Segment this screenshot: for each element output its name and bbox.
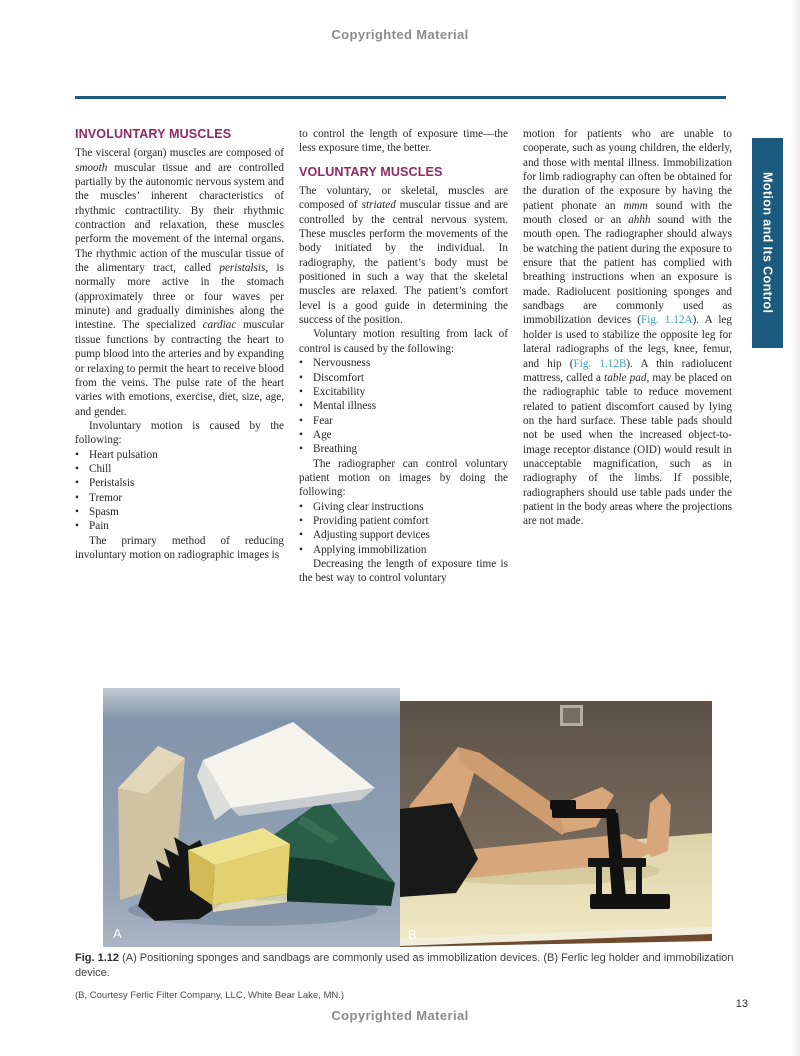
bullet-list-item-label: Breathing xyxy=(313,443,358,456)
page-number: 13 xyxy=(735,998,748,1010)
bullet-list-item-label: Heart pulsation xyxy=(89,448,158,461)
bullet-list-item-label: Peristalsis xyxy=(89,477,135,490)
bullet-list-item-label: Providing patient comfort xyxy=(313,514,429,527)
italic-term: table pad xyxy=(604,371,647,384)
photo-a-label: A xyxy=(113,926,122,941)
chapter-side-tab xyxy=(752,138,783,348)
bullet-list-item-label: Mental illness xyxy=(313,400,377,413)
paragraph: The visceral (organ) muscles are composed of smooth muscular tissue and are controlled partially by the autonomic nervous system and the muscles’ inherent characteristics of rhythmic contractility. By their rhythmic contraction and relaxation, these muscles perform the movement of the internal organs. The rhythmic action of the muscular tissue of the alimentary tract, called peristalsis, is normally more active in the stomach (approximately three or four waves per minute) and gradually diminishes along the intestine. The specialized cardiac muscular tissue functions by contracting the heart to pump blood into the arteries and by expanding or relaxing to permit the heart to receive blood from the veins. The pulse rate of the heart varies with emotions, exercise, diet, size, age, and gender. xyxy=(75,147,284,418)
bullet-list-item-label: Adjusting support devices xyxy=(313,529,430,542)
bullet-icon: • xyxy=(75,462,79,475)
paragraph: to control the length of exposure time—the less exposure time, the better. xyxy=(299,128,508,155)
bullet-list-item-label: Giving clear instructions xyxy=(313,500,424,513)
bullet-icon: • xyxy=(75,448,79,461)
italic-term: peristalsis xyxy=(219,262,266,275)
bullet-icon: • xyxy=(299,443,303,456)
paragraph: Involuntary motion is caused by the following: xyxy=(75,419,284,447)
bullet-icon: • xyxy=(299,385,303,398)
footer-copyright-text: Copyrighted Material xyxy=(331,1008,469,1023)
bullet-list-item xyxy=(299,385,508,399)
bullet-list-item xyxy=(299,543,508,557)
bullet-list-item xyxy=(299,442,508,456)
leg-holder-rail-right xyxy=(636,865,642,897)
bullet-list-item xyxy=(299,356,508,370)
bullet-icon: • xyxy=(75,520,79,533)
bullet-list-item-label: Spasm xyxy=(89,505,119,518)
bullet-icon: • xyxy=(299,500,303,513)
paragraph: The radiographer can control voluntary patient motion on images by doing the following: xyxy=(299,457,508,499)
bullet-list-item-label: Discomfort xyxy=(313,371,364,384)
bullet-icon: • xyxy=(299,514,303,527)
bullet-list-item-label: Pain xyxy=(89,520,109,533)
bullet-list-item-label: Chill xyxy=(89,462,112,475)
paragraph: Decreasing the length of exposure time is the best way to control voluntary xyxy=(299,557,508,585)
text-columns xyxy=(75,127,732,586)
header-rule xyxy=(75,96,726,99)
bullet-list-item xyxy=(75,491,284,505)
figure-caption-number: Fig. 1.12 xyxy=(75,952,120,964)
figure-caption-text: (A) Positioning sponges and sandbags are commonly used as immobilization devices. (B) Ferlic leg holder and immobilization device. xyxy=(75,952,734,979)
figure-cross-reference[interactable]: Fig. 1.12B xyxy=(573,357,627,370)
figure-photo-b-leg-holder xyxy=(400,701,712,947)
bullet-list-item-label: Fear xyxy=(313,414,333,427)
bullet-list-voluntary-causes xyxy=(299,356,508,456)
leg-holder-base-plate xyxy=(590,894,670,909)
leg-holder-clamp xyxy=(550,800,576,810)
bullet-list-item xyxy=(299,414,508,428)
bullet-list-item xyxy=(75,476,284,490)
bullet-list-item-label: Nervousness xyxy=(313,357,371,370)
bullet-list-involuntary-causes xyxy=(75,448,284,534)
paragraph: Voluntary motion resulting from lack of control is caused by the following: xyxy=(299,328,508,355)
bullet-icon: • xyxy=(299,543,303,556)
italic-term: smooth xyxy=(75,161,108,174)
paragraph: motion for patients who are unable to cooperate, such as young children, the elderly, and those with mental illness. Immobilization for limb radiography can often be obtained for the duration of the exposure by having the patient phonate an mmm sound with the mouth closed or an ahhh sound with the mouth open. The radiographer should always be watching the patient during the exposure to ensure that the patient has complied with breathing instructions when an exposure is made. Radiolucent positioning sponges and sandbags are commonly used as immobilization devices (Fig. 1.12A). A leg holder is used to stabilize the opposite leg for lateral radiographs of the legs, knee, femur, and hip (Fig. 1.12B). A thin radiolucent mattress, called a table pad, may be placed on the radiographic table to reduce movement related to patient discomfort caused by lying on the hard surface. These table pads should not be used when the increased object-to-image receptor distance (OID) would result in unacceptable magnification, such as in radiography of the limbs. If possible, radiographers should use table pads under the patient in the body areas where the projections are not made. xyxy=(523,128,732,528)
section-heading-voluntary-muscles: VOLUNTARY MUSCLES xyxy=(299,164,443,179)
bullet-icon: • xyxy=(299,414,303,427)
photo-b-label: B xyxy=(408,927,417,942)
bullet-list-item xyxy=(75,462,284,476)
bullet-list-item xyxy=(299,428,508,442)
bullet-icon: • xyxy=(75,491,79,504)
italic-term: ahhh xyxy=(628,214,651,227)
figure-credit-line: (B, Courtesy Ferlic Filter Company, LLC, White Bear Lake, MN.) xyxy=(75,990,345,1001)
bullet-list-item xyxy=(299,371,508,385)
bullet-icon: • xyxy=(299,357,303,370)
figure-cross-reference[interactable]: Fig. 1.12A xyxy=(641,314,693,327)
figure-caption xyxy=(75,951,737,980)
bullet-icon: • xyxy=(299,428,303,441)
bullet-icon: • xyxy=(75,505,79,518)
section-heading-involuntary-muscles: INVOLUNTARY MUSCLES xyxy=(75,127,232,141)
bullet-icon: • xyxy=(299,371,303,384)
column-1 xyxy=(75,127,284,586)
paragraph: The primary method of reducing involuntary motion on radiographic images is xyxy=(75,534,284,561)
column-3 xyxy=(523,127,732,586)
wall-outlet-inner xyxy=(563,708,580,723)
header-copyright-text: Copyrighted Material xyxy=(331,27,469,42)
bullet-icon: • xyxy=(75,477,79,490)
bullet-list-item-label: Excitability xyxy=(313,385,366,398)
bullet-list-item xyxy=(75,448,284,462)
bullet-list-item-label: Tremor xyxy=(89,491,123,504)
bullet-list-item xyxy=(299,528,508,542)
italic-term: cardiac xyxy=(202,319,237,332)
bullet-list-item-label: Age xyxy=(313,428,332,441)
bullet-list-item xyxy=(75,505,284,519)
figure-photo-a-positioning-sponges xyxy=(103,688,400,947)
bullet-list-control-methods xyxy=(299,500,508,557)
italic-term: striated xyxy=(361,199,396,212)
bullet-list-item-label: Applying immobilization xyxy=(313,543,427,556)
bullet-list-item xyxy=(75,519,284,533)
leg-holder-rail-left xyxy=(596,867,602,897)
bullet-icon: • xyxy=(299,529,303,542)
bullet-list-item xyxy=(299,500,508,514)
column-2 xyxy=(299,127,508,586)
bullet-icon: • xyxy=(299,400,303,413)
chapter-side-tab-label: Motion and Its Control xyxy=(760,172,775,314)
bullet-list-item xyxy=(299,514,508,528)
italic-term: mmm xyxy=(623,199,648,212)
page-scan-edge xyxy=(791,0,800,1056)
paragraph: The voluntary, or skeletal, muscles are composed of striated muscular tissue and are controlled by the central nervous system. These muscles perform the movements of the body initiated by the individual. In radiography, the patient’s body must be positioned in such a way that the skeletal muscles are relaxed. The patient’s comfort level is a good guide in determining the success of the position. xyxy=(299,185,508,327)
bullet-list-item xyxy=(299,399,508,413)
